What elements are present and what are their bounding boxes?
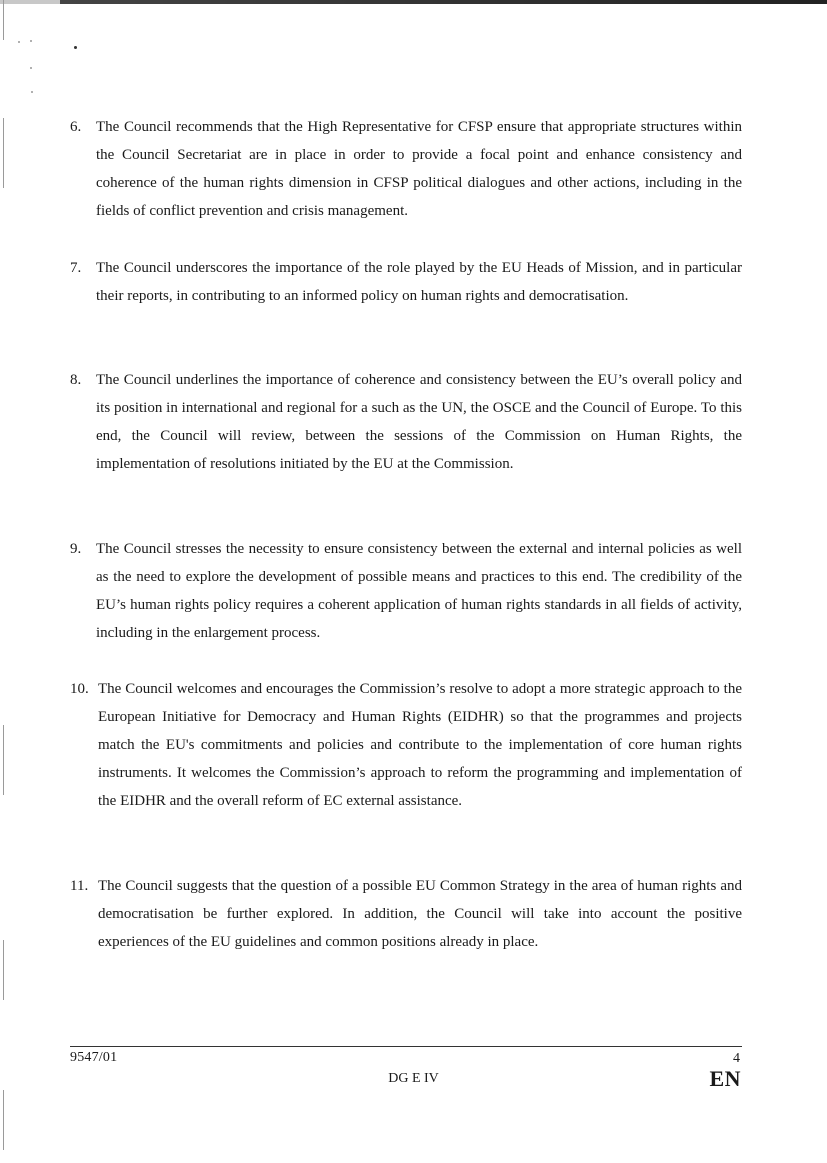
- scan-left-edge-mark: [3, 1090, 4, 1150]
- paragraph-text: The Council stresses the necessity to ensure consistency between the external and internal policies as well as the need to explore the development of possible means and practices to this end. The credibility of the EU’s human rights policy requires a coherent application of human rights standards in all fields of activity, including in the enlargement process.: [96, 541, 742, 641]
- paragraph-text: The Council recommends that the High Representative for CFSP ensure that appropriate structures within the Council Secretariat are in place in order to provide a focal point and enhance consistency and coherence of the human rights dimension in CFSP political dialogues and other actions, including in the fields of conflict prevention and crisis management.: [96, 119, 742, 219]
- scan-left-edge-mark: [3, 725, 4, 795]
- scan-speck: [30, 67, 32, 69]
- paragraph-number: 9.: [70, 541, 82, 557]
- paragraph-text: The Council underlines the importance of coherence and consistency between the EU’s overall policy and its position in international and regional for a such as the UN, the OSCE and the Council of Europe. To this end, the Council will review, between the sessions of the Commission on Human Rights, the implementation of resolutions initiated by the EU at the Commission.: [96, 372, 742, 472]
- paragraph-6: [70, 113, 742, 225]
- paragraph-8: [70, 366, 742, 478]
- document-reference: 9547/01: [70, 1050, 118, 1065]
- page-number: 4: [733, 1051, 740, 1066]
- scan-speck: [74, 46, 77, 49]
- scan-left-edge-mark: [3, 118, 4, 188]
- paragraph-9: [70, 535, 742, 647]
- scan-speck: [30, 40, 32, 42]
- paragraph-number: 7.: [70, 260, 82, 276]
- paragraph-text: The Council underscores the importance of the role played by the EU Heads of Mission, and in particular their reports, in contributing to an informed policy on human rights and democratisation.: [96, 260, 742, 304]
- paragraph-text: The Council welcomes and encourages the Commission’s resolve to adopt a more strategic approach to the European Initiative for Democracy and Human Rights (EIDHR) so that the programmes and projects match the EU's commitments and policies and contribute to the implementation of core human rights instruments. It welcomes the Commission’s approach to reform the programming and implementation of the EIDHR and the overall reform of EC external assistance.: [98, 681, 742, 809]
- department-code: DG E IV: [388, 1071, 439, 1086]
- paragraph-number: 8.: [70, 372, 82, 388]
- paragraph-7: [70, 254, 742, 310]
- paragraph-text: The Council suggests that the question of a possible EU Common Strategy in the area of human rights and democratisation be further explored. In addition, the Council will take into account the positive experiences of the EU guidelines and common positions already in place.: [98, 878, 742, 950]
- scan-top-edge: [0, 0, 827, 4]
- paragraph-number: 10.: [70, 681, 89, 697]
- paragraph-number: 6.: [70, 119, 82, 135]
- paragraph-11: [70, 872, 742, 956]
- scan-speck: [18, 41, 20, 43]
- footer-rule: [70, 1046, 742, 1047]
- paragraph-10: [70, 675, 742, 815]
- paragraph-number: 11.: [70, 878, 89, 894]
- scan-left-edge-mark: [3, 940, 4, 1000]
- scan-speck: [31, 91, 33, 93]
- language-code: EN: [709, 1066, 741, 1091]
- scan-left-edge-mark: [3, 0, 4, 40]
